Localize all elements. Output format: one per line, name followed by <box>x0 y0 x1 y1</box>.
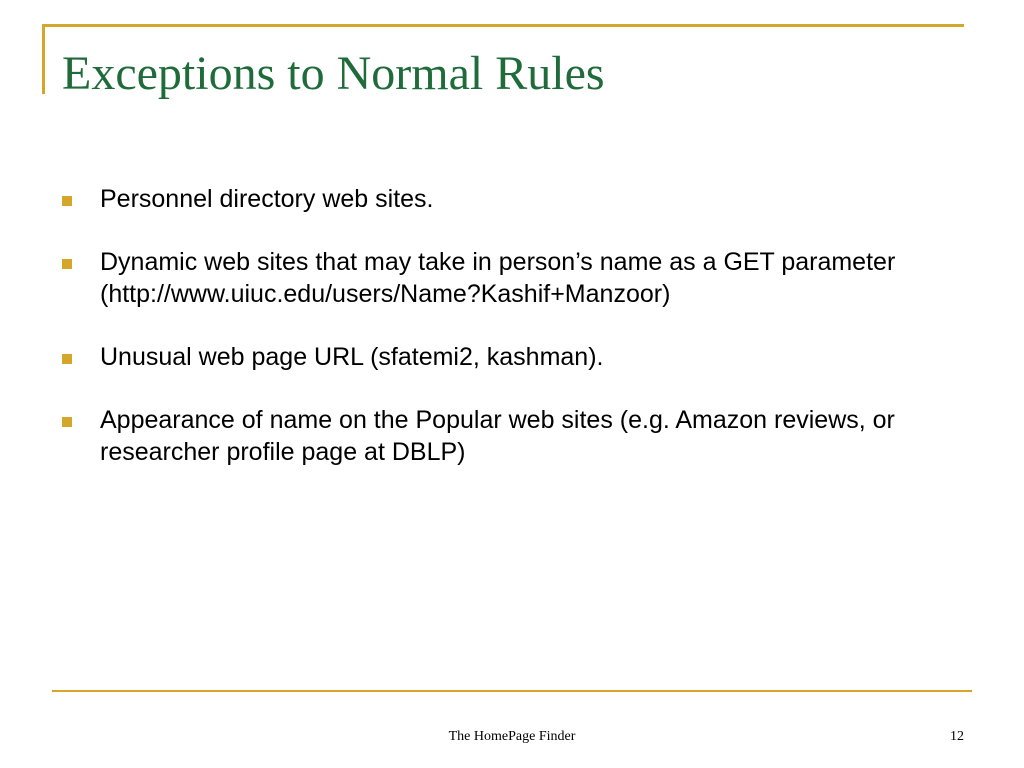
bullet-text: Personnel directory web sites. <box>100 185 434 213</box>
footer-title: The HomePage Finder <box>448 729 576 744</box>
footer-divider <box>52 690 972 692</box>
square-bullet-icon <box>62 417 72 427</box>
square-bullet-icon <box>62 354 72 364</box>
bullet-text: Dynamic web sites that may take in person’s name as a GET parameter (http://www.uiuc.edu/users/Name?Kashif+Manzoor) <box>100 248 896 308</box>
bullet-text: Unusual web page URL (sfatemi2, kashman). <box>100 343 604 371</box>
bullet-text: Appearance of name on the Popular web sites (e.g. Amazon reviews, or researcher profile page at DBLP) <box>100 406 895 466</box>
slide-title: Exceptions to Normal Rules <box>62 47 605 100</box>
bullet-item <box>62 246 942 310</box>
square-bullet-icon <box>62 196 72 206</box>
title-frame-top-rule <box>42 24 964 27</box>
title-frame-left-rule <box>42 24 45 94</box>
bullet-item <box>62 404 942 468</box>
square-bullet-icon <box>62 259 72 269</box>
bullet-item <box>62 341 942 373</box>
page-number: 12 <box>950 729 964 744</box>
bullet-item <box>62 183 942 215</box>
bullet-list <box>62 183 942 499</box>
